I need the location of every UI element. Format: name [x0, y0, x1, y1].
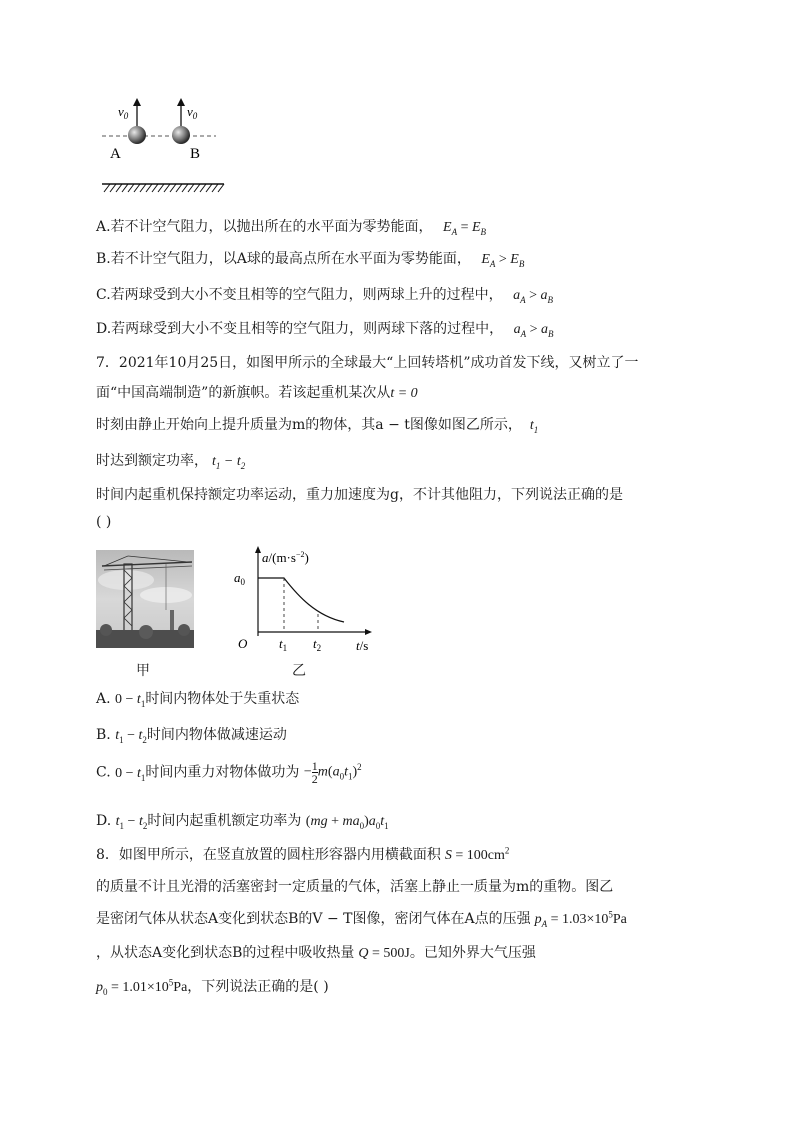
q7-option-b: B. $t_1 - t_2$时间内物体做减速运动 — [96, 727, 287, 745]
two-balls-figure — [96, 96, 236, 196]
q7-stem-line-3: 时刻由静止开始向上提升质量为m的物体，其a − t图像如图乙所示， $t_1$ — [96, 417, 539, 435]
q7-stem-line-4: 时达到额定功率， $t_1 - t_2$ — [96, 453, 246, 471]
q7-answer-paren: ( ) — [96, 514, 112, 530]
ball-a — [128, 126, 146, 144]
y-axis-label: $a/(m\cdot s^{-2})$ — [262, 550, 309, 565]
q7-stem-line-1: 7．2021年10月25日，如图甲所示的全球最大“上回转塔机”成功首发下线，又树立了一 — [96, 355, 639, 371]
figure-caption-yi: 乙 — [292, 663, 306, 679]
a-t-graph — [228, 544, 388, 654]
velocity-label-a: $v_0$ — [118, 104, 129, 121]
ball-b — [172, 126, 190, 144]
ground-hatching — [104, 184, 224, 192]
y-axis-arrow-icon — [255, 546, 261, 553]
q6-option-c: C.若两球受到大小不变且相等的空气阻力，则两球上升的过程中， $a_A > a_B$ — [96, 287, 554, 305]
q8-stem-line-4: ，从状态A变化到状态B的过程中吸收热量 Q = 500J。已知外界大气压强 — [96, 945, 536, 961]
q8-stem-line-1: 8．如图甲所示，在竖直放置的圆柱形容器内用横截面积 $S = 100cm^2$ — [96, 845, 510, 863]
t2-tick-label: $t_2$ — [313, 636, 322, 653]
q7-option-c: C. $0 - t_1$时间内重力对物体做功为 − $\frac{1}{2}$ $m(a_0t_1)^2$ — [96, 759, 362, 786]
figure-caption-jia: 甲 — [136, 663, 150, 679]
q7-stem-line-5: 时间内起重机保持额定功率运动，重力加速度为g，不计其他阻力，下列说法正确的是 — [96, 487, 623, 503]
velocity-label-b: $v_0$ — [187, 104, 198, 121]
ball-b-label: B — [190, 146, 201, 162]
q6-option-d: D.若两球受到大小不变且相等的空气阻力，则两球下落的过程中， $a_A > a_B$ — [96, 321, 554, 339]
arrowhead-icon — [133, 98, 141, 106]
q6-option-a: A.若不计空气阻力，以抛出所在的水平面为零势能面， $E_A = E_B$ — [96, 219, 487, 237]
origin-label: O — [238, 636, 248, 651]
crane-photo — [96, 550, 194, 648]
t1-tick-label: $t_1$ — [279, 636, 288, 653]
q7-option-d: D. $t_1 - t_2$时间内起重机额定功率为 $(mg + ma_0)a_0t_1$ — [96, 813, 389, 831]
x-axis-label: t/s — [356, 638, 369, 653]
q6-option-b: B.若不计空气阻力，以A球的最高点所在水平面为零势能面， $E_A > E_B$ — [96, 251, 525, 269]
ball-a-label: A — [110, 146, 121, 162]
a0-tick-label: $a_0$ — [234, 570, 245, 587]
q8-stem-line-3: 是密闭气体从状态A变化到状态B的V − T图像，密闭气体在A点的压强 $p_A = 1.03\times 10^5Pa$ — [96, 909, 627, 929]
acceleration-curve — [258, 578, 344, 622]
q8-stem-line-5: $p_0 = 1.01\times 10^5Pa$，下列说法正确的是( ) — [96, 977, 329, 997]
q7-stem-line-2: 面“中国高端制造”的新旗帜。若该起重机某次从t = 0 — [96, 385, 418, 401]
x-axis-arrow-icon — [365, 629, 372, 635]
q8-stem-line-2: 的质量不计且光滑的活塞密封一定质量的气体，活塞上静止一质量为m的重物。图乙 — [96, 879, 614, 895]
arrowhead-icon — [177, 98, 185, 106]
q7-option-a: A. $0 - t_1$时间内物体处于失重状态 — [96, 691, 300, 709]
